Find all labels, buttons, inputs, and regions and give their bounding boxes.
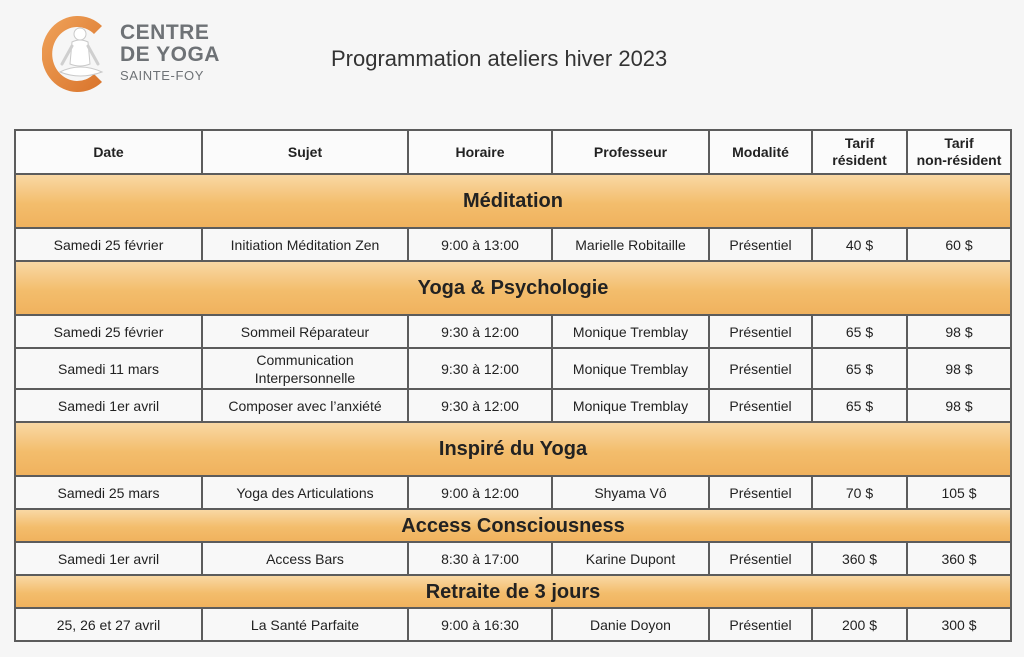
cell-professeur: Marielle Robitaille xyxy=(552,228,709,261)
section-title: Méditation xyxy=(15,174,1011,228)
cell-professeur: Karine Dupont xyxy=(552,542,709,575)
section-row xyxy=(15,261,1011,315)
cell-professeur: Monique Tremblay xyxy=(552,348,709,389)
cell-date: Samedi 11 mars xyxy=(15,348,202,389)
table-row xyxy=(15,315,1011,348)
cell-horaire: 9:30 à 12:00 xyxy=(408,315,552,348)
section-row xyxy=(15,509,1011,542)
cell-sujet: La Santé Parfaite xyxy=(202,608,408,641)
section-title: Retraite de 3 jours xyxy=(15,575,1011,608)
logo-line-centre: CENTRE xyxy=(120,21,210,44)
cell-tarif-resident: 360 $ xyxy=(812,542,907,575)
section-title: Yoga & Psychologie xyxy=(15,261,1011,315)
cell-tarif-non-resident: 98 $ xyxy=(907,315,1011,348)
cell-professeur: Monique Tremblay xyxy=(552,389,709,422)
cell-tarif-non-resident: 60 $ xyxy=(907,228,1011,261)
cell-tarif-resident: 65 $ xyxy=(812,389,907,422)
cell-professeur: Monique Tremblay xyxy=(552,315,709,348)
cell-sujet: Yoga des Articulations xyxy=(202,476,408,509)
table-row xyxy=(15,228,1011,261)
meditating-woman-logo-icon xyxy=(42,12,114,96)
header-sujet: Sujet xyxy=(202,130,408,174)
cell-modalite: Présentiel xyxy=(709,542,812,575)
cell-date: Samedi 25 février xyxy=(15,228,202,261)
cell-date: Samedi 1er avril xyxy=(15,542,202,575)
header-professeur: Professeur xyxy=(552,130,709,174)
cell-date: Samedi 1er avril xyxy=(15,389,202,422)
cell-horaire: 9:00 à 16:30 xyxy=(408,608,552,641)
page-title: Programmation ateliers hiver 2023 xyxy=(331,46,668,71)
header-date: Date xyxy=(15,130,202,174)
cell-modalite: Présentiel xyxy=(709,228,812,261)
cell-modalite: Présentiel xyxy=(709,476,812,509)
table-row xyxy=(15,476,1011,509)
cell-tarif-resident: 200 $ xyxy=(812,608,907,641)
cell-tarif-non-resident: 300 $ xyxy=(907,608,1011,641)
cell-tarif-resident: 40 $ xyxy=(812,228,907,261)
cell-tarif-non-resident: 105 $ xyxy=(907,476,1011,509)
cell-professeur: Shyama Vô xyxy=(552,476,709,509)
cell-date: 25, 26 et 27 avril xyxy=(15,608,202,641)
table-row xyxy=(15,542,1011,575)
cell-sujet: Communication Interpersonnelle xyxy=(202,348,408,389)
cell-tarif-resident: 70 $ xyxy=(812,476,907,509)
cell-horaire: 9:00 à 13:00 xyxy=(408,228,552,261)
section-title: Access Consciousness xyxy=(15,509,1011,542)
header-horaire: Horaire xyxy=(408,130,552,174)
section-row xyxy=(15,422,1011,476)
header-modalite: Modalité xyxy=(709,130,812,174)
table-row xyxy=(15,389,1011,422)
cell-horaire: 9:30 à 12:00 xyxy=(408,389,552,422)
centre-logo xyxy=(42,10,232,96)
cell-modalite: Présentiel xyxy=(709,315,812,348)
logo-line-sainte-foy: SAINTE-FOY xyxy=(120,68,205,83)
cell-horaire: 8:30 à 17:00 xyxy=(408,542,552,575)
cell-modalite: Présentiel xyxy=(709,608,812,641)
logo-line-de-yoga: DE YOGA xyxy=(120,43,220,66)
cell-horaire: 9:30 à 12:00 xyxy=(408,348,552,389)
workshop-schedule-table xyxy=(14,129,1012,642)
cell-modalite: Présentiel xyxy=(709,389,812,422)
cell-date: Samedi 25 mars xyxy=(15,476,202,509)
cell-sujet: Initiation Méditation Zen xyxy=(202,228,408,261)
cell-professeur: Danie Doyon xyxy=(552,608,709,641)
table-row xyxy=(15,608,1011,641)
cell-tarif-non-resident: 360 $ xyxy=(907,542,1011,575)
cell-tarif-resident: 65 $ xyxy=(812,315,907,348)
cell-date: Samedi 25 février xyxy=(15,315,202,348)
cell-sujet: Access Bars xyxy=(202,542,408,575)
cell-tarif-resident: 65 $ xyxy=(812,348,907,389)
cell-tarif-non-resident: 98 $ xyxy=(907,348,1011,389)
cell-modalite: Présentiel xyxy=(709,348,812,389)
section-row xyxy=(15,575,1011,608)
cell-sujet: Sommeil Réparateur xyxy=(202,315,408,348)
section-title: Inspiré du Yoga xyxy=(15,422,1011,476)
cell-tarif-non-resident: 98 $ xyxy=(907,389,1011,422)
header-tarif-resident: Tarif résident xyxy=(812,130,907,174)
cell-sujet: Composer avec l’anxiété xyxy=(202,389,408,422)
section-row xyxy=(15,174,1011,228)
cell-horaire: 9:00 à 12:00 xyxy=(408,476,552,509)
table-row xyxy=(15,348,1011,389)
table-header-row xyxy=(15,130,1011,174)
header-tarif-non-resident: Tarif non-résident xyxy=(907,130,1011,174)
